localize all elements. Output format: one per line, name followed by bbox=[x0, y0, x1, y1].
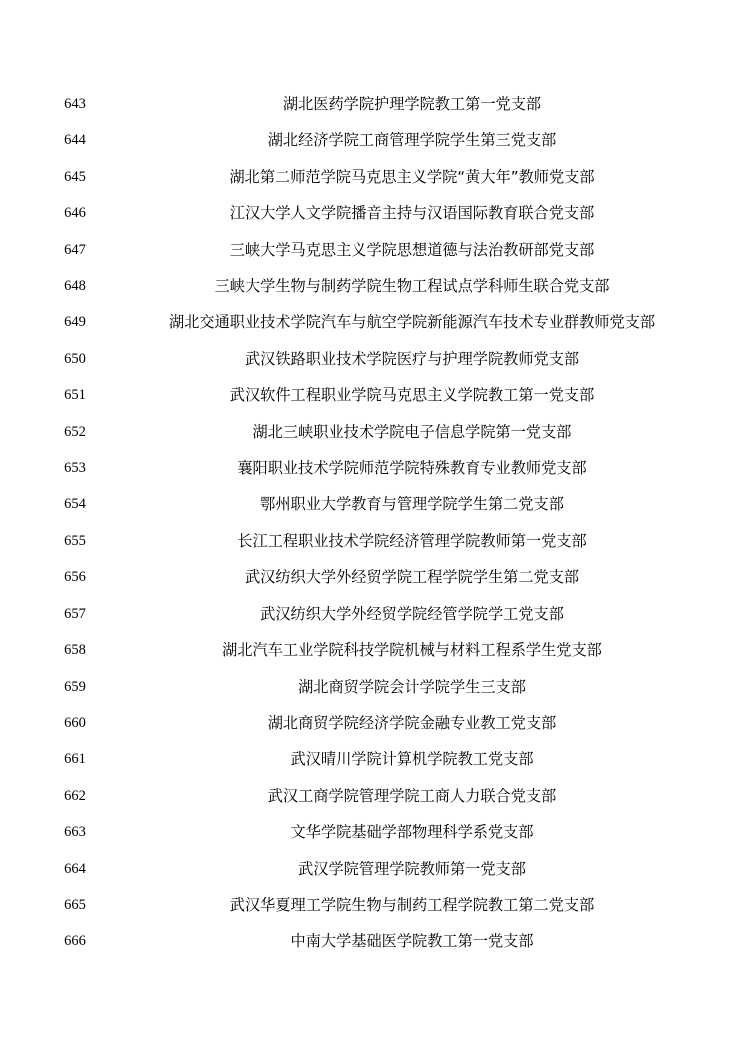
row-number: 655 bbox=[64, 532, 86, 549]
row-number: 652 bbox=[64, 423, 86, 440]
row-name bbox=[112, 632, 712, 668]
row-name-text: 襄阳职业技术学院师范学院特殊教育专业教师党支部 bbox=[237, 459, 587, 478]
row-name-text: 中南大学基础医学院教工第一党支部 bbox=[290, 932, 534, 951]
party-branch-table bbox=[38, 86, 712, 960]
row-name-text: 武汉软件工程职业学院马克思主义学院教工第一党支部 bbox=[229, 386, 595, 405]
table-row bbox=[38, 814, 712, 850]
row-name-text: 湖北商贸学院经济学院金融专业教工党支部 bbox=[267, 713, 557, 732]
row-name bbox=[112, 304, 712, 340]
row-name bbox=[112, 523, 712, 559]
table-row bbox=[38, 632, 712, 668]
row-name-text: 湖北第二师范学院马克思主义学院“黄大年”教师党支部 bbox=[229, 167, 595, 186]
row-number: 650 bbox=[64, 350, 86, 367]
row-number: 664 bbox=[64, 860, 86, 877]
row-name-text: 武汉学院管理学院教师第一党支部 bbox=[298, 859, 526, 878]
row-name-text: 长江工程职业技术学院经济管理学院教师第一党支部 bbox=[237, 531, 587, 550]
row-name-text: 湖北汽车工业学院科技学院机械与材料工程系学生党支部 bbox=[222, 641, 602, 660]
row-name bbox=[112, 559, 712, 595]
row-name bbox=[112, 377, 712, 413]
table-row bbox=[38, 341, 712, 377]
row-name-text: 三峡大学生物与制药学院生物工程试点学科师生联合党支部 bbox=[214, 277, 610, 296]
row-name bbox=[112, 596, 712, 632]
row-number: 663 bbox=[64, 824, 86, 841]
table-row bbox=[38, 741, 712, 777]
table-row bbox=[38, 414, 712, 450]
row-name bbox=[112, 851, 712, 887]
row-number: 665 bbox=[64, 896, 86, 913]
row-name-text: 鄂州职业大学教育与管理学院学生第二党支部 bbox=[260, 495, 564, 514]
row-number: 653 bbox=[64, 460, 86, 477]
table-row bbox=[38, 232, 712, 268]
row-number: 660 bbox=[64, 714, 86, 731]
table-row bbox=[38, 450, 712, 486]
row-name-text: 文华学院基础学部物理科学系党支部 bbox=[290, 823, 534, 842]
row-name-text: 江汉大学人文学院播音主持与汉语国际教育联合党支部 bbox=[229, 204, 595, 223]
table-row bbox=[38, 669, 712, 705]
table-row bbox=[38, 559, 712, 595]
row-number: 658 bbox=[64, 642, 86, 659]
table-row bbox=[38, 923, 712, 959]
table-row bbox=[38, 304, 712, 340]
row-name bbox=[112, 450, 712, 486]
row-name bbox=[112, 414, 712, 450]
table-row bbox=[38, 195, 712, 231]
row-name bbox=[112, 268, 712, 304]
table-row bbox=[38, 377, 712, 413]
row-name bbox=[112, 705, 712, 741]
row-number: 645 bbox=[64, 168, 86, 185]
table-row bbox=[38, 268, 712, 304]
row-name bbox=[112, 778, 712, 814]
row-name-text: 湖北三峡职业技术学院电子信息学院第一党支部 bbox=[252, 422, 572, 441]
row-number: 646 bbox=[64, 205, 86, 222]
row-name bbox=[112, 159, 712, 195]
table-row bbox=[38, 486, 712, 522]
row-name-text: 武汉工商学院管理学院工商人力联合党支部 bbox=[267, 786, 557, 805]
table-row bbox=[38, 596, 712, 632]
row-number: 659 bbox=[64, 678, 86, 695]
row-name bbox=[112, 669, 712, 705]
row-number: 643 bbox=[64, 96, 86, 112]
row-number: 648 bbox=[64, 278, 86, 295]
table-row bbox=[38, 887, 712, 923]
row-number: 666 bbox=[64, 933, 86, 950]
table-row bbox=[38, 86, 712, 122]
row-name-text: 武汉纺织大学外经贸学院工程学院学生第二党支部 bbox=[244, 568, 580, 587]
row-number: 651 bbox=[64, 387, 86, 404]
row-number: 656 bbox=[64, 569, 86, 586]
row-name-text: 湖北商贸学院会计学院学生三支部 bbox=[298, 677, 526, 696]
row-name-text: 湖北医药学院护理学院教工第一党支部 bbox=[282, 95, 542, 113]
row-name bbox=[112, 741, 712, 777]
row-number: 654 bbox=[64, 496, 86, 513]
table-body bbox=[38, 86, 712, 960]
row-name bbox=[112, 195, 712, 231]
row-name bbox=[112, 814, 712, 850]
row-name bbox=[112, 122, 712, 158]
row-name bbox=[112, 232, 712, 268]
row-name-text: 武汉华夏理工学院生物与制药工程学院教工第二党支部 bbox=[229, 895, 595, 914]
table-row bbox=[38, 778, 712, 814]
row-name-text: 湖北交通职业技术学院汽车与航空学院新能源汽车技术专业群教师党支部 bbox=[169, 313, 655, 332]
row-name-text: 湖北经济学院工商管理学院学生第三党支部 bbox=[267, 131, 557, 150]
row-name bbox=[112, 341, 712, 377]
row-name bbox=[112, 86, 712, 122]
row-name-text: 武汉纺织大学外经贸学院经管学院学工党支部 bbox=[260, 604, 564, 623]
row-name bbox=[112, 923, 712, 959]
row-number: 657 bbox=[64, 605, 86, 622]
row-number: 649 bbox=[64, 314, 86, 331]
row-number: 644 bbox=[64, 132, 86, 149]
row-number: 661 bbox=[64, 751, 86, 768]
table-row bbox=[38, 523, 712, 559]
table-row bbox=[38, 851, 712, 887]
row-name bbox=[112, 486, 712, 522]
row-name bbox=[112, 887, 712, 923]
table-row bbox=[38, 159, 712, 195]
table-row bbox=[38, 705, 712, 741]
row-name-text: 武汉铁路职业技术学院医疗与护理学院教师党支部 bbox=[244, 349, 580, 368]
row-number: 662 bbox=[64, 787, 86, 804]
row-name-text: 三峡大学马克思主义学院思想道德与法治教研部党支部 bbox=[229, 240, 595, 259]
table-row bbox=[38, 122, 712, 158]
row-number: 647 bbox=[64, 241, 86, 258]
row-name-text: 武汉晴川学院计算机学院教工党支部 bbox=[290, 750, 534, 769]
